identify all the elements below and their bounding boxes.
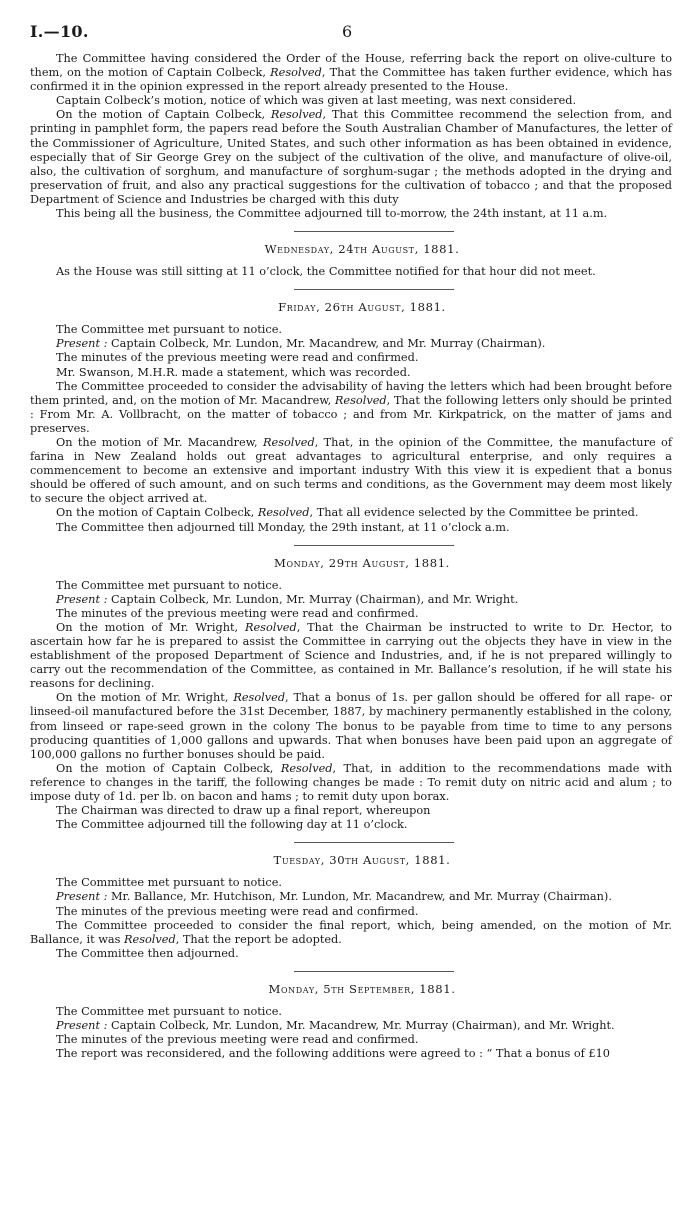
minutes-paragraph: The Committee proceeded to consider the final report, which, being amended, on the motion of Mr. Ballance, it was Resolved, That the report be adopted. <box>30 918 672 946</box>
page-header <box>30 22 672 52</box>
meeting-date-heading: Monday, 5th September, 1881. <box>268 981 456 996</box>
minutes-section <box>30 971 672 1061</box>
minutes-paragraph: As the House was still sitting at 11 o’clock, the Committee notified for that hour did not meet. <box>56 265 596 279</box>
section-divider <box>294 231 454 232</box>
minutes-paragraph: The Committee adjourned till the following day at 11 o’clock. <box>56 818 408 832</box>
minutes-paragraph: The minutes of the previous meeting were read and confirmed. <box>56 606 419 620</box>
minutes-paragraph: The Chairman was directed to draw up a final report, whereupon <box>56 804 431 818</box>
minutes-paragraph: The Committee met pursuant to notice. <box>56 578 283 592</box>
meeting-date-heading: Monday, 29th August, 1881. <box>274 555 450 570</box>
minutes-section <box>30 52 672 221</box>
minutes-paragraph: The Committee having considered the Order of the House, referring back the report on olive-culture to them, on the motion of Captain Colbeck, Resolved, That the Committee has taken further evidence, which has confirmed it in the opinion expressed in the report already presented to the House. <box>30 52 672 94</box>
minutes-paragraph: The Committee proceeded to consider the advisability of having the letters which had been brought before them printed, and, on the motion of Mr. Macandrew, Resolved, That the following letters only should be printed : From Mr. A. Vollbracht, on the matter of tobacco ; and from Mr. Kirkpatrick, on the matter of jams and preserves. <box>30 379 672 435</box>
minutes-paragraph: On the motion of Captain Colbeck, Resolved, That all evidence selected by the Committee be printed. <box>56 506 639 520</box>
minutes-paragraph: The minutes of the previous meeting were read and confirmed. <box>56 904 419 918</box>
minutes-paragraph: The Committee met pursuant to notice. <box>56 323 283 337</box>
minutes-paragraph: The report was reconsidered, and the following additions were agreed to : “ That a bonus of £10 <box>56 1047 610 1061</box>
minutes-paragraph: The Committee then adjourned till Monday, the 29th instant, at 11 o’clock a.m. <box>56 520 510 534</box>
minutes-paragraph: The Committee met pursuant to notice. <box>56 1004 283 1018</box>
minutes-paragraph: Present : Mr. Ballance, Mr. Hutchison, Mr. Lundon, Mr. Macandrew, and Mr. Murray (Chairman). <box>56 890 612 904</box>
minutes-section <box>30 231 672 279</box>
minutes-paragraph: The Committee then adjourned. <box>56 946 239 960</box>
section-divider <box>294 289 454 290</box>
section-divider <box>294 971 454 972</box>
minutes-paragraph: This being all the business, the Committee adjourned till to-morrow, the 24th instant, at 11 a.m. <box>56 207 608 221</box>
meeting-date-heading: Tuesday, 30th August, 1881. <box>273 853 451 868</box>
minutes-section <box>30 545 672 833</box>
minutes-body <box>30 52 672 1061</box>
minutes-section <box>30 842 672 961</box>
minutes-paragraph: The minutes of the previous meeting were read and confirmed. <box>56 1033 419 1047</box>
minutes-section <box>30 289 672 534</box>
minutes-paragraph: Captain Colbeck’s motion, notice of which was given at last meeting, was next considered. <box>56 94 577 108</box>
minutes-paragraph: The Committee met pursuant to notice. <box>56 876 283 890</box>
minutes-paragraph: Present : Captain Colbeck, Mr. Lundon, Mr. Macandrew, Mr. Murray (Chairman), and Mr. Wright. <box>56 1018 615 1032</box>
minutes-paragraph: On the motion of Mr. Wright, Resolved, That the Chairman be instructed to write to Dr. Hector, to ascertain how far he is prepared to assist the Committee in carrying out the objects they have in view in the establishment of the proposed Department of Science and Industries, and, if he is not prepared willingly to carry out the recommendation of the Committee, as contained in Mr. Ballance’s resolution, if he will state his reasons for declining. <box>30 620 672 691</box>
page-number: 6 <box>342 22 353 41</box>
minutes-paragraph: On the motion of Captain Colbeck, Resolved, That, in addition to the recommendations made with reference to changes in the tariff, the following changes be made : To remit duty on nitric acid and alum ; to impose duty of 1d. per lb. on bacon and hams ; to remit duty upon borax. <box>30 761 672 804</box>
minutes-paragraph: Present : Captain Colbeck, Mr. Lundon, Mr. Murray (Chairman), and Mr. Wright. <box>56 592 519 606</box>
minutes-paragraph: The minutes of the previous meeting were read and confirmed. <box>56 351 419 365</box>
minutes-paragraph: On the motion of Captain Colbeck, Resolved, That this Committee recommend the selection from, and printing in pamphlet form, the papers read before the South Australian Chamber of Manufactures, the letter of the Commissioner of Agriculture, United States, and such other information as has been obtained in evidence, especially that of Sir George Grey on the subject of the cultivation of the olive, and manufacture of olive-oil, also, the cultivation of sorghum, and manufacture of sorghum-sugar ; the methods adopted in the drying and preservation of fruit, and also any practical suggestions for the cultivation of tobacco ; and that the proposed Department of Science and Industries be charged with this duty <box>30 108 672 206</box>
minutes-paragraph: On the motion of Mr. Macandrew, Resolved, That, in the opinion of the Committee, the manufacture of farina in New Zealand holds out great advantages to agricultural enterprise, and only requires a commencement to become an extensive and important industry With this view it is expedient that a bonus should be offered of such amount, and on such terms and conditions, as the Government may deem most likely to secure the object arrived at. <box>30 435 672 506</box>
section-divider <box>294 842 454 843</box>
meeting-date-heading: Wednesday, 24th August, 1881. <box>264 242 460 257</box>
meeting-date-heading: Friday, 26th August, 1881. <box>278 300 446 315</box>
minutes-paragraph: Mr. Swanson, M.H.R. made a statement, which was recorded. <box>56 365 411 379</box>
minutes-paragraph: Present : Captain Colbeck, Mr. Lundon, Mr. Macandrew, and Mr. Murray (Chairman). <box>56 337 546 351</box>
section-divider <box>294 545 454 546</box>
minutes-paragraph: On the motion of Mr. Wright, Resolved, That a bonus of 1s. per gallon should be offered for all rape- or linseed-oil manufactured before the 31st December, 1887, by machinery permanently established in the colony, from linseed or rape-seed grown in the colony The bonus to be payable from time to time to any persons producing quantities of 1,000 gallons and upwards. That when bonuses have been paid upon an aggregate of 100,000 gallons no further bonuses should be paid. <box>30 691 672 761</box>
document-reference: I.—10. <box>30 22 89 41</box>
